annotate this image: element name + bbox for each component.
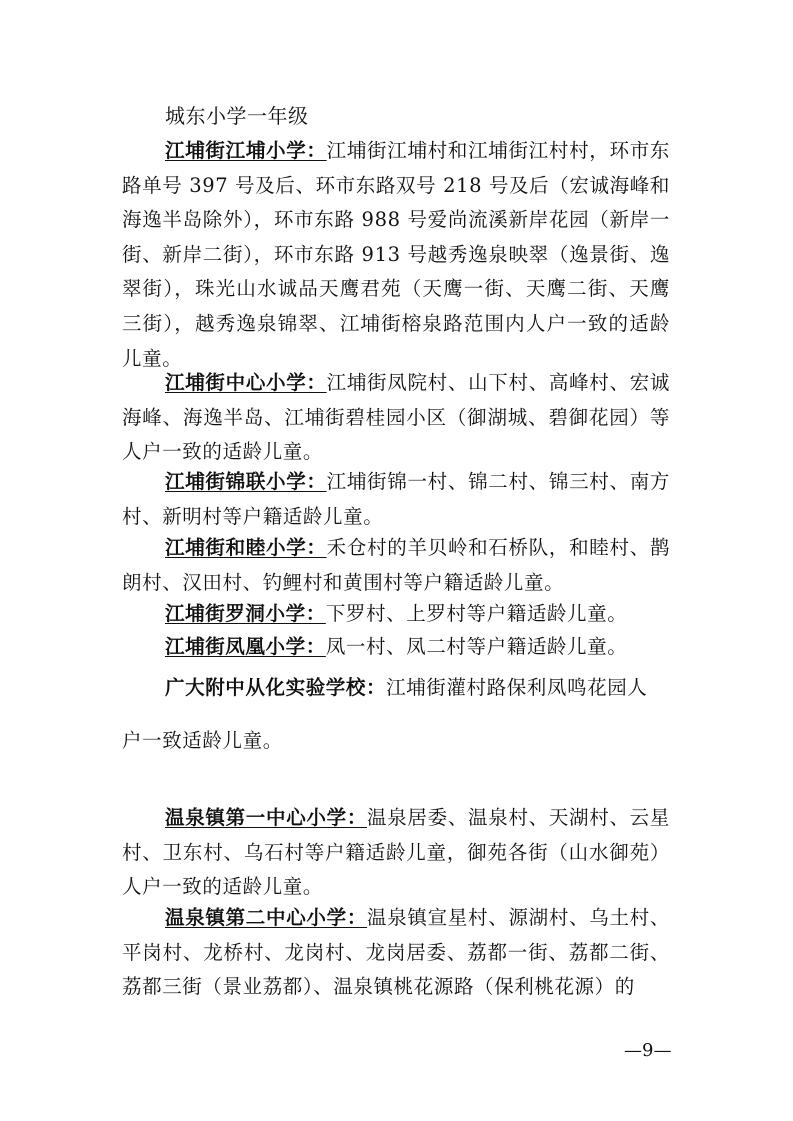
paragraph-guangda-line2 (122, 724, 670, 759)
school-name: 江埔街中心小学： (165, 371, 327, 394)
district-text: 户一致适龄儿童。 (122, 729, 283, 752)
section-heading: 城东小学一年级 (165, 104, 309, 128)
paragraph-luodong (122, 597, 670, 632)
paragraph-wenquan-second (122, 901, 670, 1005)
district-text: 温泉镇宣星村、源湖村、乌土村、平岗村、龙桥村、龙岗村、龙岗居委、荔都一街、荔都二街、荔都三街（景业荔都）、温泉镇桃花源路（保利桃花源）的 (122, 906, 670, 999)
school-name: 江埔街罗洞小学： (165, 602, 326, 625)
district-text: 温泉居委、温泉村、天湖村、云星村、卫东村、乌石村等户籍适龄儿童，御苑各街（山水御苑）人户一致的适龄儿童。 (122, 806, 670, 899)
district-text: 下罗村、上罗村等户籍适龄儿童。 (325, 602, 628, 625)
paragraph-jiangpu-central (122, 366, 670, 470)
school-name: 广大附中从化实验学校： (165, 676, 387, 699)
district-text: 江埔街凤院村、山下村、高峰村、宏诚海峰、海逸半岛、江埔街碧桂园小区（御湖城、碧御花园）等人户一致的适龄儿童。 (122, 371, 670, 464)
paragraph-guangda-line1 (122, 671, 670, 706)
school-name: 江埔街江埔小学： (165, 139, 327, 162)
paragraph-fenghuang (122, 630, 670, 665)
paragraph-jinlian (122, 465, 670, 534)
district-text: 江埔街锦一村、锦二村、锦三村、南方村、新明村等户籍适龄儿童。 (122, 470, 670, 528)
district-text: 江埔街灌村路保利凤鸣花园人 (386, 676, 648, 699)
school-name: 江埔街锦联小学： (165, 470, 327, 493)
paragraph-wenquan-first (122, 801, 670, 905)
district-text: 禾仓村的羊贝岭和石桥队，和睦村、鹊朗村、汉田村、钓鲤村和黄围村等户籍适龄儿童。 (122, 536, 670, 594)
school-name: 江埔街凤凰小学： (165, 635, 326, 658)
paragraph-hemu (122, 531, 670, 600)
district-text: 凤一村、凤二村等户籍适龄儿童。 (325, 635, 628, 658)
district-text: 江埔街江埔村和江埔街江村村，环市东路单号 397 号及后、环市东路双号 218 号及后（宏诚海峰和海逸半岛除外），环市东路 988 号爱尚流溪新岸花园（新岸一街、新岸二街），环市东路 913 号越秀逸泉映翠（逸景街、逸翠街），珠光山水诚品天鹰君苑（天鹰一街、天鹰二街、天鹰三街），越秀逸泉锦翠、江埔街榕泉路范围内人户一致的适龄儿童。 (122, 139, 670, 370)
school-name: 江埔街和睦小学： (165, 536, 327, 559)
paragraph-jiangpu-primary (122, 134, 670, 376)
school-name: 温泉镇第一中心小学： (165, 806, 368, 829)
page-number: —9— (624, 1040, 672, 1061)
school-name: 温泉镇第二中心小学： (165, 906, 368, 929)
